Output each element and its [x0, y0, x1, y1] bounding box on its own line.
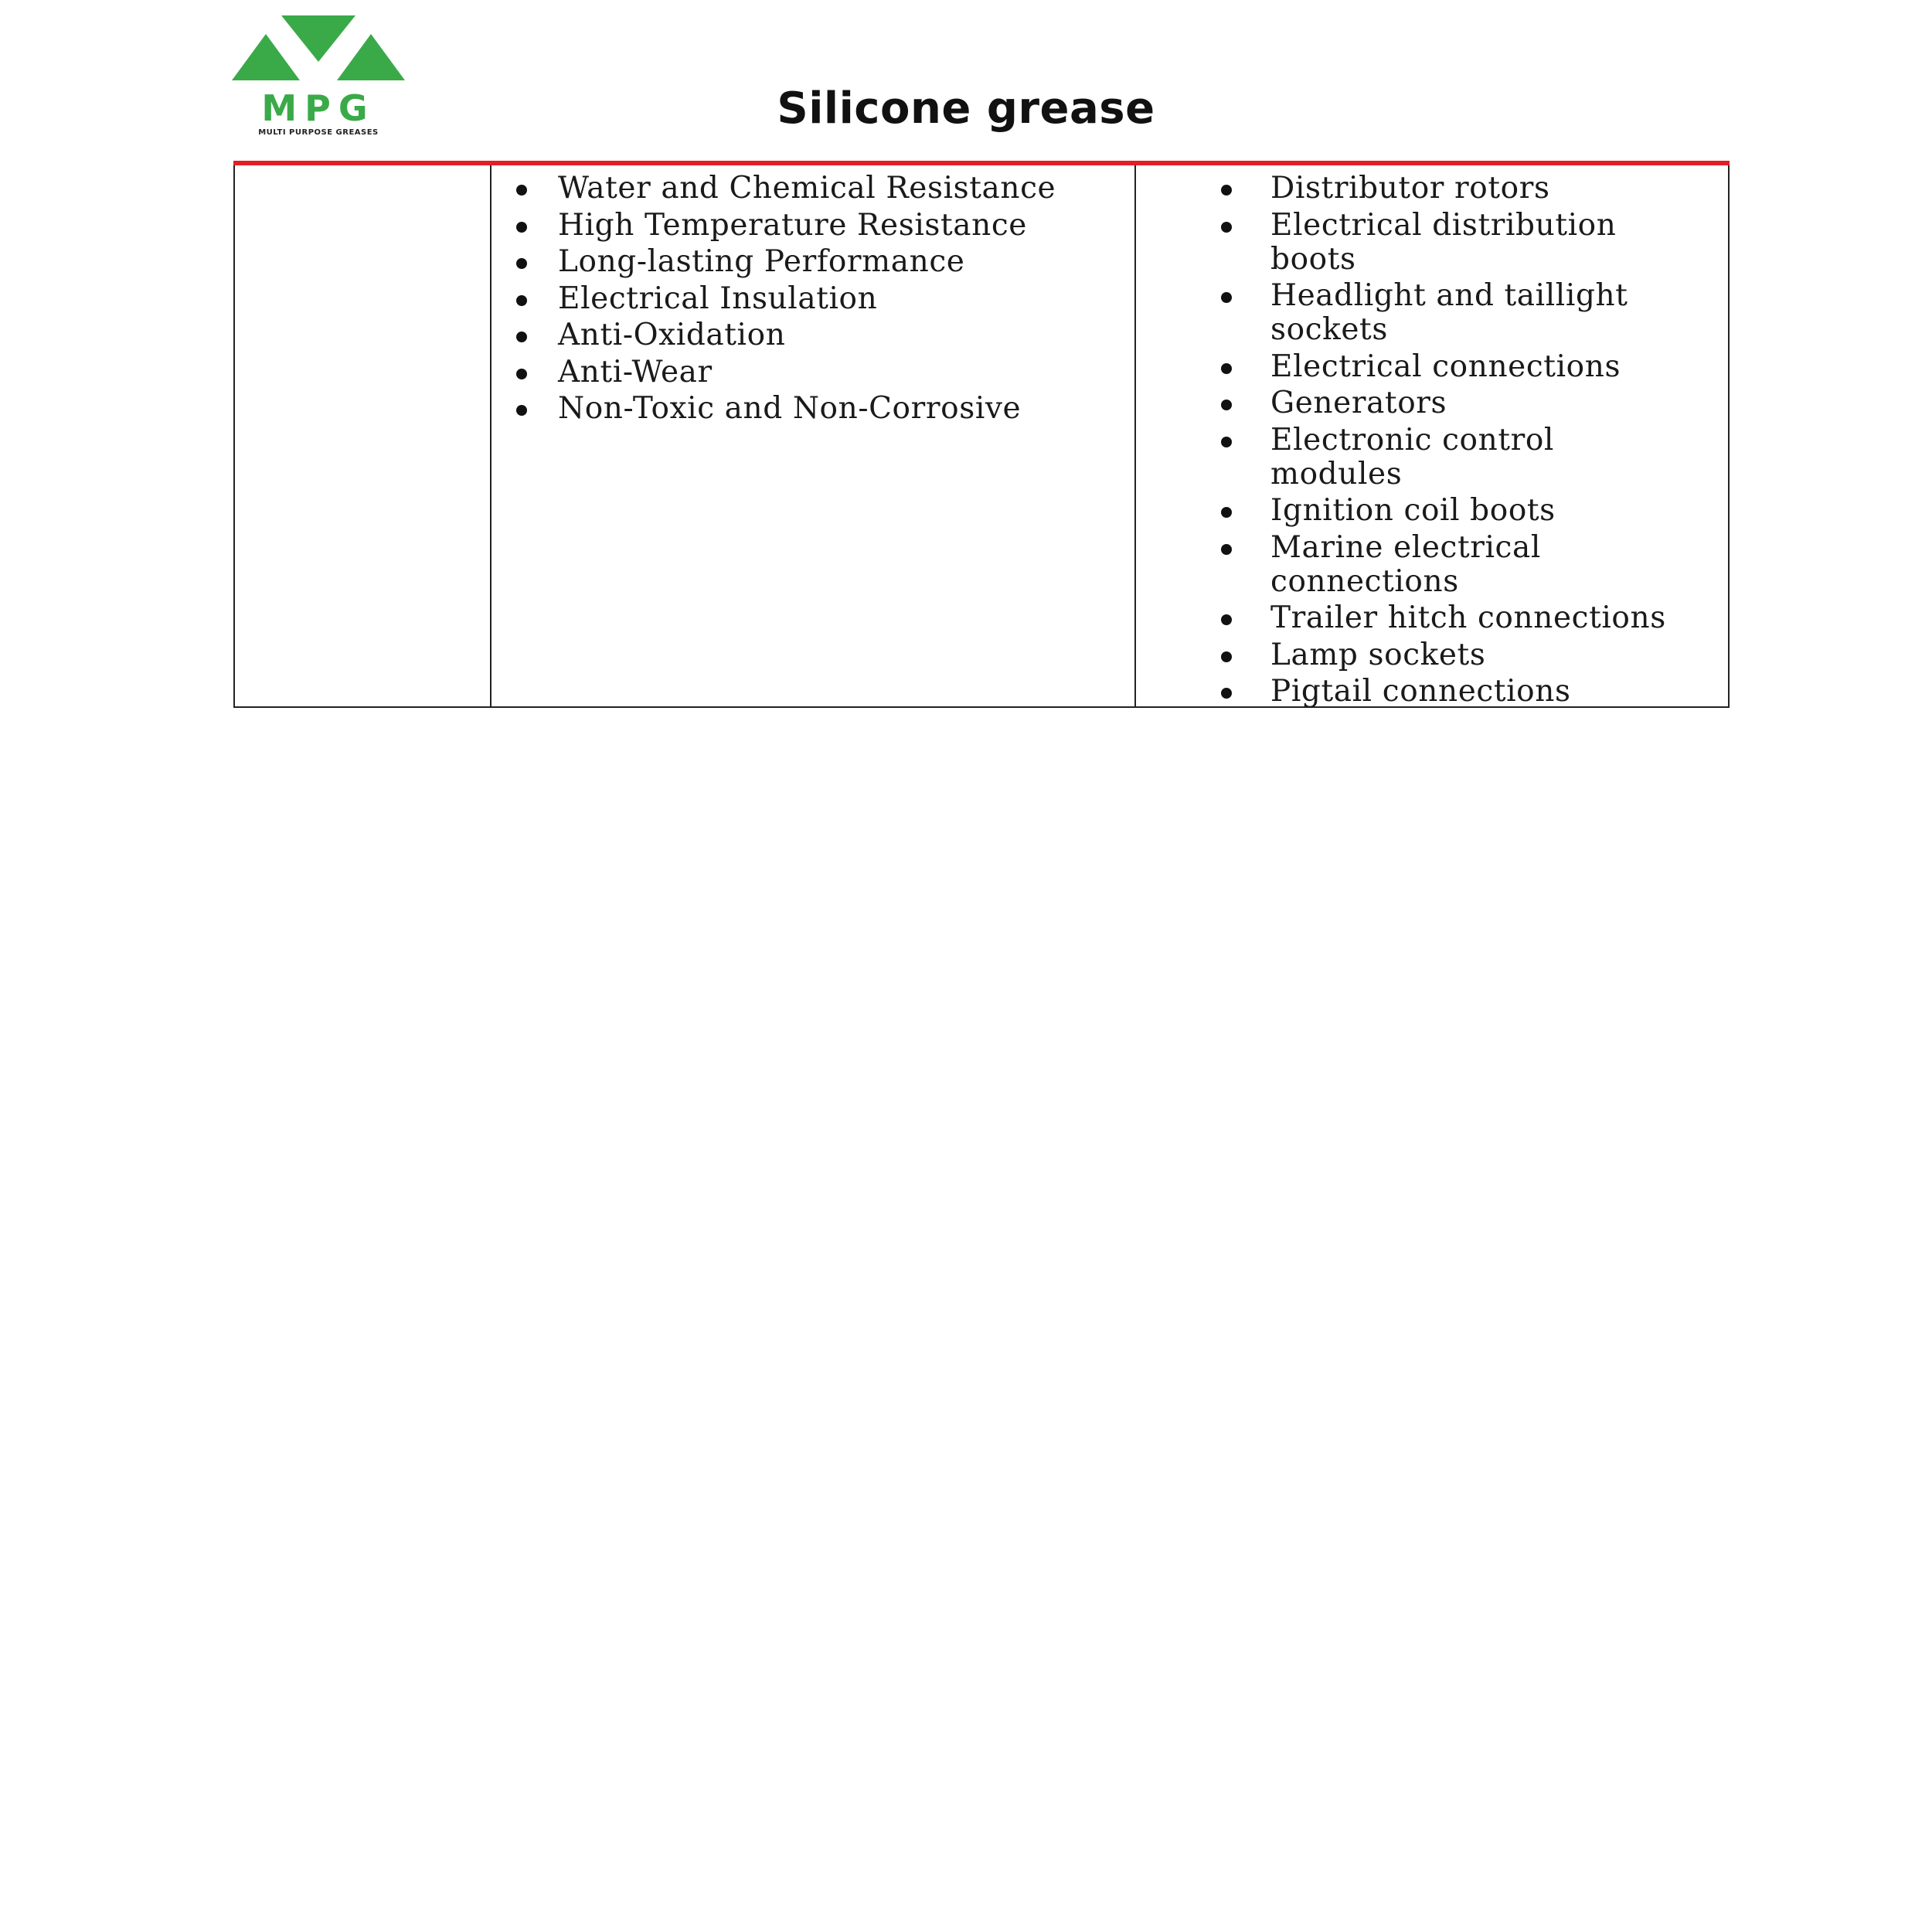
application-item — [1136, 172, 1728, 206]
product-table — [233, 165, 1730, 708]
logo-right-triangle — [337, 34, 405, 80]
bullet-icon — [1221, 437, 1232, 447]
page-title: Silicone grease — [777, 83, 1155, 134]
feature-item — [492, 245, 1134, 279]
bullet-icon — [1221, 614, 1232, 625]
table-cell-applications — [1136, 165, 1728, 709]
application-item — [1136, 279, 1728, 347]
bullet-icon — [1221, 507, 1232, 518]
bullet-icon — [1221, 292, 1232, 303]
bullet-icon — [1221, 222, 1232, 233]
list-item-text: Non-Toxic and Non-Corrosive — [558, 391, 1022, 426]
list-item-text: Marine electrical — [1270, 529, 1541, 565]
bullet-icon — [1221, 544, 1232, 555]
list-item-text: boots — [1270, 241, 1356, 277]
logo-center-triangle — [281, 15, 355, 62]
application-item — [1136, 386, 1728, 420]
application-item — [1136, 423, 1728, 492]
logo-left-triangle — [232, 34, 300, 80]
list-item-text: Electronic control — [1270, 422, 1554, 457]
list-item-text: Distributor rotors — [1270, 171, 1550, 206]
bullet-icon — [516, 185, 527, 196]
feature-item — [492, 282, 1134, 316]
list-item-text: Anti-Oxidation — [558, 318, 786, 352]
list-item-text: Lamp sockets — [1270, 637, 1486, 672]
list-item-text: Anti-Wear — [558, 354, 713, 389]
features-list — [492, 165, 1134, 426]
table-cell-product-name — [235, 165, 492, 706]
feature-item — [492, 209, 1134, 243]
list-item-text: Trailer hitch connections — [1270, 600, 1666, 635]
list-item-text: Electrical connections — [1270, 349, 1621, 384]
list-item-text: Pigtail connections — [1270, 674, 1571, 709]
bullet-icon — [1221, 185, 1232, 196]
applications-list — [1136, 165, 1728, 709]
list-item-text: High Temperature Resistance — [558, 207, 1027, 243]
feature-item — [492, 172, 1134, 206]
bullet-icon — [516, 258, 527, 269]
bullet-icon — [1221, 688, 1232, 699]
bullet-icon — [516, 369, 527, 379]
bullet-icon — [516, 295, 527, 306]
bullet-icon — [1221, 363, 1232, 374]
list-item-text: Water and Chemical Resistance — [558, 171, 1056, 206]
list-item-text: Ignition coil boots — [1270, 493, 1556, 528]
bullet-icon — [516, 332, 527, 342]
list-item-text: Generators — [1270, 386, 1447, 420]
list-item-text: connections — [1270, 563, 1459, 599]
table-cell-features — [492, 165, 1136, 706]
feature-item — [492, 392, 1134, 426]
bullet-icon — [1221, 400, 1232, 410]
logo-tagline: MULTI PURPOSE GREASES — [258, 128, 379, 137]
application-item — [1136, 209, 1728, 277]
list-item-text: Headlight and taillight — [1270, 278, 1628, 313]
application-item — [1136, 675, 1728, 709]
application-item — [1136, 531, 1728, 599]
application-item — [1136, 601, 1728, 635]
application-item — [1136, 350, 1728, 384]
list-item-text: Long-lasting Performance — [558, 244, 965, 279]
list-item-text: sockets — [1270, 312, 1388, 347]
application-item — [1136, 494, 1728, 528]
list-item-text: modules — [1270, 456, 1403, 492]
feature-item — [492, 318, 1134, 352]
bullet-icon — [1221, 651, 1232, 662]
list-item-text: Electrical Insulation — [558, 281, 878, 316]
logo-wordmark: MPG — [261, 87, 376, 129]
application-item — [1136, 638, 1728, 672]
feature-item — [492, 355, 1134, 389]
bullet-icon — [516, 405, 527, 416]
bullet-icon — [516, 222, 527, 233]
list-item-text: Electrical distribution — [1270, 207, 1617, 243]
